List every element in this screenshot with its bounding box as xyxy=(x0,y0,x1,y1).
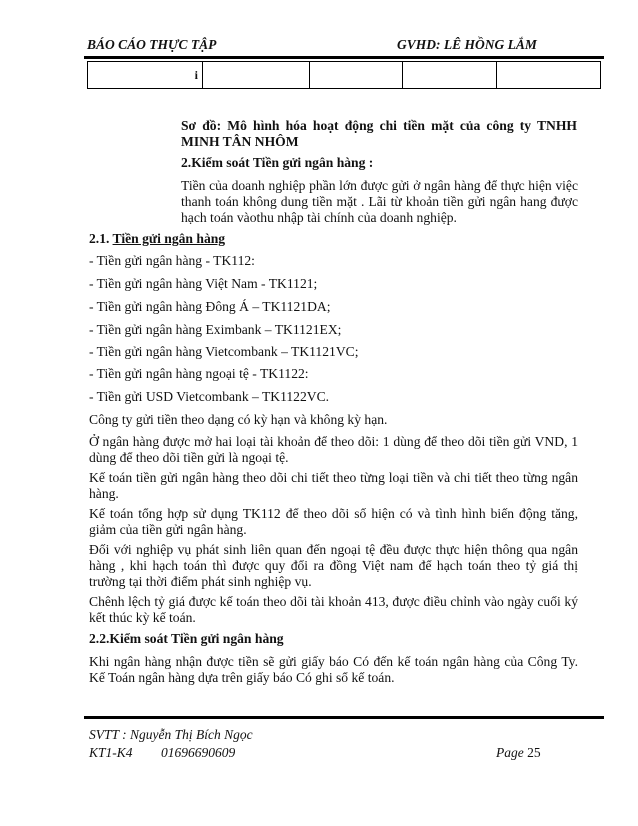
paragraph: Đối với nghiệp vụ phát sinh liên quan đến ngoại tệ đều được thực hiện thông qua ngân hàng , khi hạch toán thì được quy đổi ra đồng Việt nam để hạch toán theo tỷ giá thị trường tại thời điểm phát sinh nghiệp vụ. xyxy=(89,542,578,589)
paragraph: Chênh lệch tỷ giá được kế toán theo dõi tài khoản 413, được điều chỉnh vào ngày cuối ký kết thúc kỳ kế toán. xyxy=(89,594,578,625)
table-fragment xyxy=(87,61,601,89)
header-supervisor: GVHD: LÊ HỒNG LẮM xyxy=(397,37,537,52)
list-item: - Tiền gửi ngân hàng Eximbank – TK1121EX; xyxy=(89,322,342,337)
footer-page-number: 25 xyxy=(527,745,541,760)
list-item: - Tiền gửi ngân hàng Việt Nam - TK1121; xyxy=(89,276,318,291)
list-item: - Tiền gửi USD Vietcombank – TK1122VC. xyxy=(89,389,330,404)
section-2-2-heading: 2.2.Kiểm soát Tiền gửi ngân hàng xyxy=(89,631,284,646)
table-cell xyxy=(310,62,403,89)
section-2-1-number: 2.1. xyxy=(89,231,110,246)
header-rule xyxy=(84,56,604,59)
list-item: - Tiền gửi ngân hàng Vietcombank – TK1121VC; xyxy=(89,344,359,359)
table-cell xyxy=(497,62,601,89)
footer-rule xyxy=(84,716,604,719)
diagram-caption: Sơ đồ: Mô hình hóa hoạt động chi tiền mặt của công ty TNHH MINH TÂN NHÔM xyxy=(181,118,577,149)
list-item: - Tiền gửi ngân hàng Đông Á – TK1121DA; xyxy=(89,299,331,314)
footer-student: SVTT : Nguyễn Thị Bích Ngọc xyxy=(89,727,253,742)
footer-page xyxy=(496,745,541,761)
section-2-2-body: Khi ngân hàng nhận được tiền sẽ gửi giấy báo Có đến kế toán ngân hàng của Công Ty. Kế Toán ngân hàng dựa trên giấy báo Có ghi sổ kế toán. xyxy=(89,654,578,685)
table-row xyxy=(88,62,601,89)
paragraph: Công ty gửi tiền theo dạng có kỳ hạn và không kỳ hạn. xyxy=(89,412,388,427)
section-2-1-heading xyxy=(89,231,589,247)
page-header xyxy=(87,37,606,55)
paragraph: Kế toán tổng hợp sử dụng TK112 để theo dõi số hiện có và tình hình biến động tăng, giảm của tiền gửi ngân hàng. xyxy=(89,506,578,537)
header-report-title: BÁO CÁO THỰC TẬP xyxy=(87,37,217,52)
table-cell xyxy=(203,62,310,89)
list-item: - Tiền gửi ngân hàng - TK112: xyxy=(89,253,255,268)
section-2-1-title: Tiền gửi ngân hàng xyxy=(112,231,226,246)
footer-page-label: Page xyxy=(496,745,524,760)
table-cell xyxy=(403,62,497,89)
section-2-intro: Tiền của doanh nghiệp phần lớn được gửi ở ngân hàng để thực hiện việc thanh toán không dung tiền mặt . Lãi từ khoản tiền gửi ngân hang được hạch toán vàothu nhập tài chính của doanh nghiệp. xyxy=(181,178,578,225)
table-cell: i xyxy=(88,62,203,89)
footer-class-code: KT1-K4 xyxy=(89,745,133,760)
paragraph: Ở ngân hàng được mở hai loại tài khoản để theo dõi: 1 dùng để theo dõi tiền gửi VND, 1 dùng để theo dõi tiền gửi là ngoại tệ. xyxy=(89,434,578,465)
footer-phone: 01696690609 xyxy=(161,745,236,760)
list-item: - Tiền gửi ngân hàng ngoại tệ - TK1122: xyxy=(89,366,309,381)
section-2-heading: 2.Kiểm soát Tiền gửi ngân hàng : xyxy=(181,155,374,170)
paragraph: Kế toán tiền gửi ngân hàng theo dõi chi tiết theo từng loại tiền và chi tiết theo từng ngân hàng. xyxy=(89,470,578,501)
